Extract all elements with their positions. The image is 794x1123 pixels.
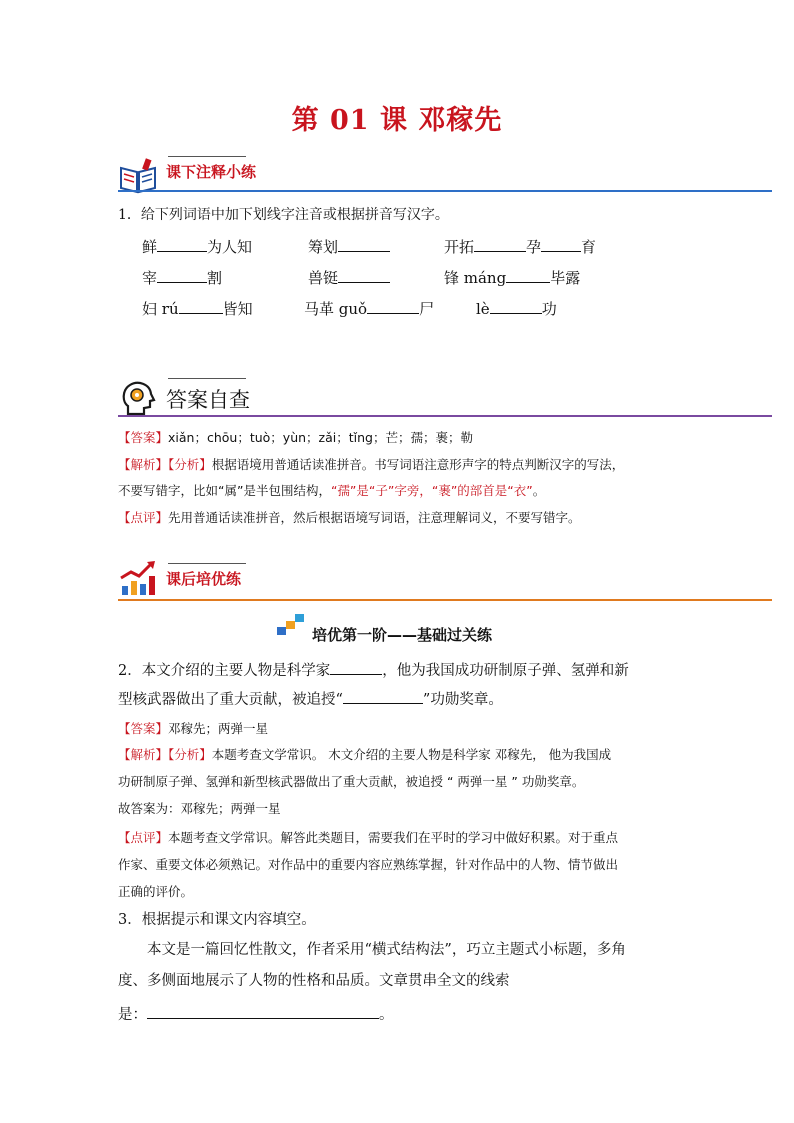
question-2-line xyxy=(118,659,629,681)
vocab-item: 割 xyxy=(207,269,223,287)
answer-blank[interactable] xyxy=(330,659,382,675)
vocab-item-group xyxy=(476,298,557,319)
section-label-notes: 课下注释小练 xyxy=(166,163,257,181)
analysis-highlight: “孺”是“子”字旁，“裹”的部首是“衣” xyxy=(330,483,533,498)
comment-tag: 【点评】 xyxy=(118,830,169,845)
answer-text: xiǎn；chōu；tuò；yùn；zǎi；tǐng；芒；孺；裹；勒 xyxy=(168,430,473,445)
section-divider xyxy=(118,599,772,601)
section-overline xyxy=(168,563,246,564)
vocab-item: 马革 guǒ xyxy=(304,300,368,318)
answer-blank[interactable] xyxy=(338,267,390,283)
analysis-tag: 【解析】【分析】 xyxy=(118,747,212,762)
question-3-line: 度、多侧面地展示了人物的性格和品质。文章贯串全文的线索 xyxy=(118,973,510,989)
book-icon xyxy=(118,156,158,200)
question-text: 。 xyxy=(379,1007,394,1023)
vocab-item-group xyxy=(444,236,596,257)
answer-line xyxy=(118,720,268,738)
question-text: 2．本文介绍的主要人物是科学家 xyxy=(118,663,331,679)
section-divider xyxy=(118,415,772,417)
question-3-line: 本文是一篇回忆性散文，作者采用“横式结构法”，巧立主题式小标题，多角 xyxy=(147,942,626,958)
analysis-line: 故答案为：邓稼先；两弹一星 xyxy=(118,801,281,816)
vocab-item: 宰 xyxy=(142,269,158,287)
section-label-practice: 课后培优练 xyxy=(166,570,242,588)
answer-text: 邓稼先；两弹一星 xyxy=(168,721,269,736)
comment-tag: 【点评】 xyxy=(118,510,169,525)
section-divider xyxy=(118,190,772,192)
question-text: 是： xyxy=(118,1007,147,1023)
analysis-line xyxy=(118,482,545,500)
question-text: ”功勋奖章。 xyxy=(422,692,503,708)
vocab-item: 毕露 xyxy=(550,269,581,287)
comment-line xyxy=(118,509,581,527)
question-2-line xyxy=(118,688,503,710)
analysis-line: 功研制原子弹、氢弹和新型核武器做出了重大贡献，被追授 “ 两弹一星 ” 功勋奖章。 xyxy=(118,774,585,789)
page-title: 第 01 课 邓稼先 xyxy=(291,105,503,136)
vocab-item-group xyxy=(304,298,434,319)
analysis-tag: 【解析】【分析】 xyxy=(118,457,212,472)
answer-blank[interactable] xyxy=(157,267,207,283)
vocab-row-1 xyxy=(142,236,252,257)
comment-text: 先用普通话读准拼音，然后根据语境写词语，注意理解词义，不要写错字。 xyxy=(168,510,581,525)
question-text: 型核武器做出了重大贡献，被追授“ xyxy=(118,692,343,708)
question-3-line xyxy=(118,1003,394,1025)
question-3-prompt: 3．根据提示和课文内容填空。 xyxy=(118,912,316,928)
vocab-item: 开拓 xyxy=(444,238,475,256)
answer-blank[interactable] xyxy=(147,1003,379,1019)
answer-line xyxy=(118,429,473,447)
vocab-item-group xyxy=(308,267,390,288)
answer-blank[interactable] xyxy=(367,298,419,314)
vocab-item: 孕 xyxy=(526,238,542,256)
vocab-item: 兽铤 xyxy=(308,269,339,287)
answer-blank[interactable] xyxy=(157,236,207,252)
vocab-item-group xyxy=(308,236,390,257)
vocab-row-2 xyxy=(142,267,222,288)
answer-blank[interactable] xyxy=(474,236,526,252)
vocab-item: 为人知 xyxy=(207,238,253,256)
answer-tag: 【答案】 xyxy=(118,430,169,445)
section-overline xyxy=(168,378,246,379)
comment-line: 正确的评价。 xyxy=(118,884,194,899)
vocab-item: 鲜 xyxy=(142,238,158,256)
answer-blank[interactable] xyxy=(541,236,581,252)
answer-blank[interactable] xyxy=(338,236,390,252)
vocab-item: lè xyxy=(476,300,490,318)
subsection-title: 培优第一阶——基础过关练 xyxy=(312,626,493,644)
vocab-item: 皆知 xyxy=(222,300,253,318)
vocab-item: 功 xyxy=(541,300,557,318)
answer-tag: 【答案】 xyxy=(118,721,169,736)
answer-blank[interactable] xyxy=(343,688,423,704)
vocab-row-3 xyxy=(142,298,253,319)
answer-blank[interactable] xyxy=(506,267,550,283)
vocab-item: 育 xyxy=(581,238,597,256)
steps-icon xyxy=(276,612,306,640)
question-1-prompt: 1．给下列词语中加下划线字注音或根据拼音写汉字。 xyxy=(118,207,449,223)
chart-growth-icon xyxy=(118,558,158,602)
section-overline xyxy=(168,156,246,157)
comment-line xyxy=(118,829,618,847)
vocab-item: 筹划 xyxy=(308,238,339,256)
section-label-answers: 答案自查 xyxy=(166,388,250,412)
answer-blank[interactable] xyxy=(179,298,223,314)
answer-blank[interactable] xyxy=(490,298,542,314)
question-text: ，他为我国成功研制原子弹、氢弹和新 xyxy=(382,663,629,679)
vocab-item: 妇 rú xyxy=(142,300,179,318)
comment-text: 本题考查文学常识。解答此类题目，需要我们在平时的学习中做好积累。对于重点 xyxy=(168,830,619,845)
analysis-text: 本题考查文学常识。 木文介绍的主要人物是科学家 邓稼先， 他为我国成 xyxy=(211,747,612,762)
analysis-line xyxy=(118,746,611,764)
vocab-item: 尸 xyxy=(419,300,435,318)
comment-line: 作家、重要文体必须熟记。对作品中的重要内容应熟练掌握，针对作品中的人物、情节做出 xyxy=(118,857,619,872)
analysis-text: 。 xyxy=(532,483,546,498)
analysis-text: 不要写错字，比如“属”是半包围结构， xyxy=(118,483,331,498)
vocab-item-group xyxy=(444,267,580,288)
analysis-line xyxy=(118,456,624,474)
analysis-text: 根据语境用普通话读准拼音。书写词语注意形声字的特点判断汉字的写法， xyxy=(211,457,625,472)
vocab-item: 锋 máng xyxy=(444,269,507,287)
